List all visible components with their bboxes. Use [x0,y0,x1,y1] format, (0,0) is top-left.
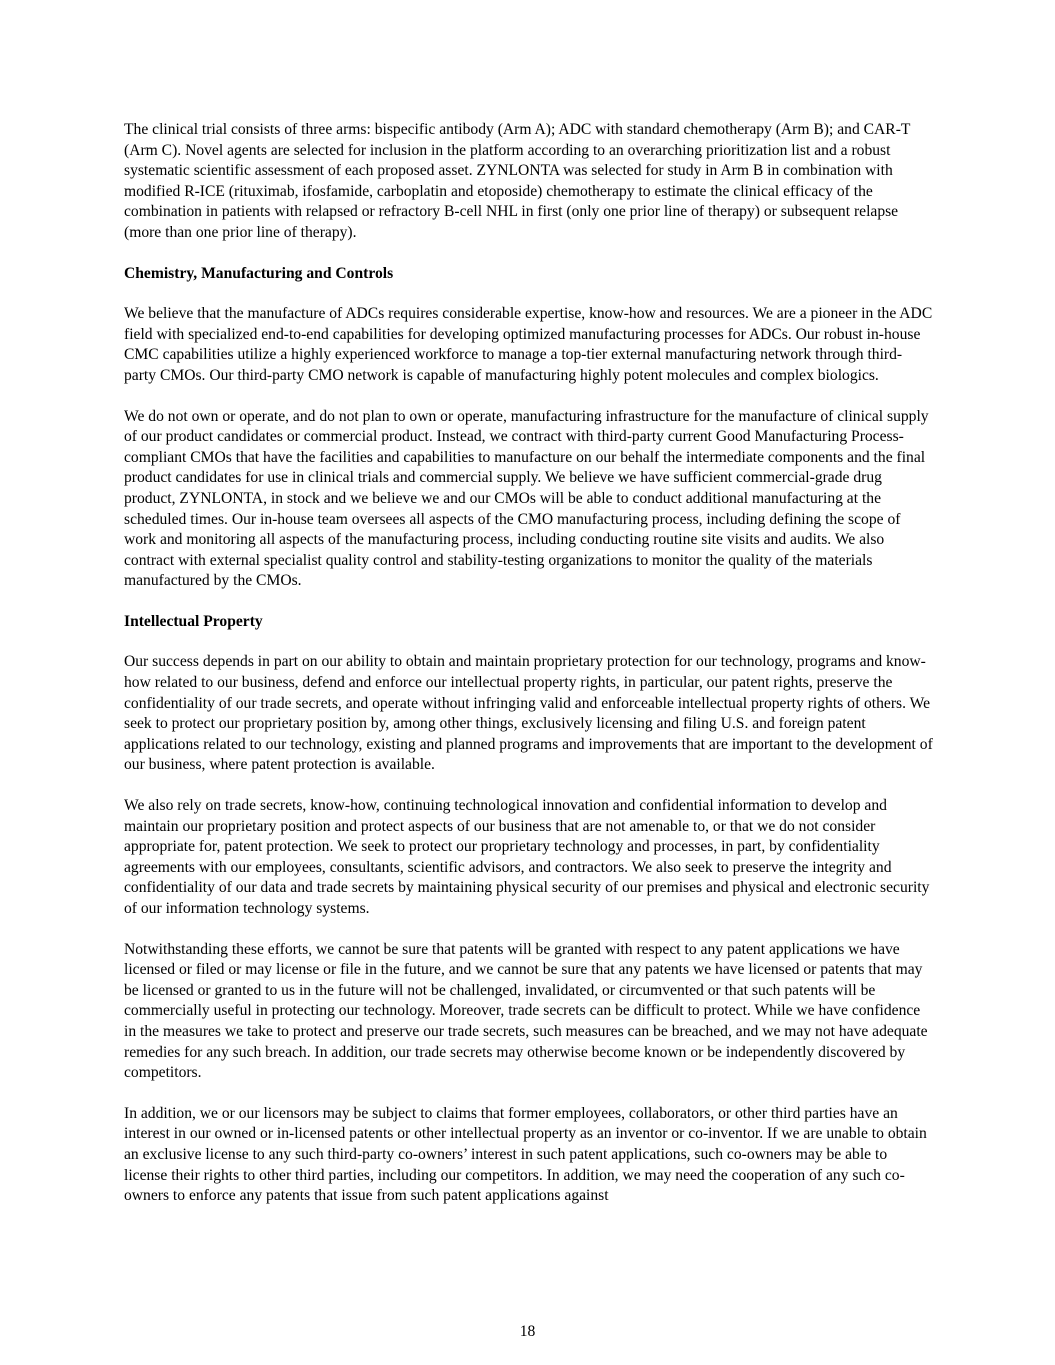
heading-chemistry-manufacturing-controls: Chemistry, Manufacturing and Controls [124,264,394,282]
paragraph-clinical-trial-arms: The clinical trial consists of three arms: bispecific antibody (Arm A); ADC with standard chemotherapy (Arm B); and CAR-T (Arm C). Novel agents are selected for inclusion in the platform according to an overarching prioritization list and a robust systematic scientific assessment of each proposed asset. ZYNLONTA was selected for study in Arm B in combination with modified R-ICE (rituximab, ifosfamide, carboplatin and etoposide) chemotherapy to estimate the clinical efficacy of the combination in patients with relapsed or refractory B-cell NHL in first (only one prior line of therapy) or subsequent relapse (more than one prior line of therapy). [124,121,911,241]
paragraph-cmc-manufacturing-infrastructure: We do not own or operate, and do not plan to own or operate, manufacturing infrastructure for the manufacture of clinical supply of our product candidates or commercial product. Instead, we contract with third-party current Good Manufacturing Process-compliant CMOs that have the facilities and capabilities to manufacture on our behalf the intermediate components and the final product candidates for use in clinical trials and commercial supply. We believe we have sufficient commercial-grade drug product, ZYNLONTA, in stock and we believe we and our CMOs will be able to conduct additional manufacturing at the scheduled times. Our in-house team oversees all aspects of the CMO manufacturing process, including defining the scope of work and monitoring all aspects of the manufacturing process, including conducting routine site visits and audits. We also contract with external specialist quality control and stability-testing organizations to monitor the quality of the materials manufactured by the CMOs. [124,407,929,590]
paragraph-ip-trade-secrets: We also rely on trade secrets, know-how, continuing technological innovation and confidential information to develop and maintain our proprietary position and protect aspects of our business that are not amenable to, or that we do not consider appropriate for, patent protection. We seek to protect our proprietary technology and processes, in part, by confidentiality agreements with our employees, consultants, scientific advisors, and contractors. We also seek to preserve the integrity and confidentiality of our data and trade secrets by maintaining physical security of our premises and physical and electronic security of our information technology systems. [124,797,930,917]
document-body [124,120,934,1227]
paragraph-cmc-expertise: We believe that the manufacture of ADCs requires considerable expertise, know-how and resources. We are a pioneer in the ADC field with specialized end-to-end capabilities for developing optimized manufacturing processes for ADCs. Our robust in-house CMC capabilities utilize a highly experienced workforce to manage a top-tier external manufacturing network through third-party CMOs. Our third-party CMO network is capable of manufacturing highly potent molecules and complex biologics. [124,305,933,384]
paragraph-ip-notwithstanding: Notwithstanding these efforts, we cannot be sure that patents will be granted with respect to any patent applications we have licensed or filed or may license or file in the future, and we cannot be sure that any patents we have licensed or patents that may be licensed or granted to us in the future will not be challenged, invalidated, or circumvented or that such patents will be commercially useful in protecting our technology. Moreover, trade secrets can be difficult to protect. While we have confidence in the measures we take to protect and preserve our trade secrets, such measures can be breached, and we may not have adequate remedies for any such breach. In addition, our trade secrets may otherwise become known or be independently discovered by competitors. [124,940,928,1082]
page-number: 18 [519,1323,536,1340]
paragraph-ip-co-owners: In addition, we or our licensors may be subject to claims that former employees, collaborators, or other third parties have an interest in our owned or in-licensed patents or other intellectual property as an inventor or co-inventor. If we are unable to obtain an exclusive license to any such third-party co-owners’ interest in such patent applications, such co-owners may be able to license their rights to other third parties, including our competitors. In addition, we may need the cooperation of any such co-owners to enforce any patents that issue from such patent applications against [124,1104,927,1205]
heading-intellectual-property: Intellectual Property [124,612,263,630]
paragraph-ip-proprietary-protection: Our success depends in part on our ability to obtain and maintain proprietary protection for our technology, programs and know-how related to our business, defend and enforce our intellectual property rights, in particular, our patent rights, preserve the confidentiality of our trade secrets, and operate without infringing valid and enforceable intellectual property rights of others. We seek to protect our proprietary position by, among other things, exclusively licensing and filing U.S. and foreign patent applications related to our technology, existing and planned programs and improvements that are important to the development of our business, where patent protection is available. [124,653,933,774]
